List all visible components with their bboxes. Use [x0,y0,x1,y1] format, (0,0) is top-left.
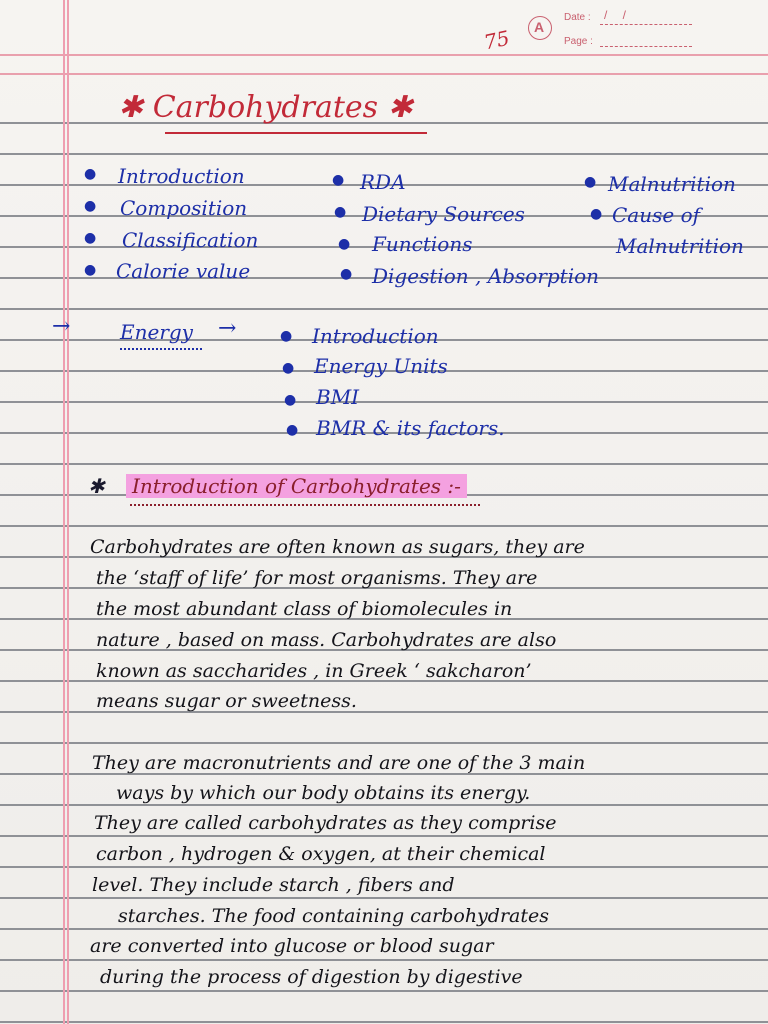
paragraph-line: ways by which our body obtains its energy. [116,782,531,804]
topic-item: Malnutrition [608,172,736,196]
topic-item: Digestion , Absorption [372,264,600,288]
star-icon: ✱ [88,474,105,498]
paragraph-line: nature , based on mass. Carbohydrates are also [96,629,557,651]
paragraph-line: the most abundant class of biomolecules in [96,598,513,620]
paragraph-line: They are called carbohydrates as they comprise [94,812,557,834]
date-label: Date : [564,12,591,23]
bullet-icon: ● [84,198,97,214]
bullet-icon: ● [280,328,293,344]
energy-item: BMR & its factors. [316,416,505,440]
bullet-icon: ● [282,360,295,376]
energy-underline [120,344,202,350]
section-heading-text: Introduction of Carbohydrates :- [126,474,467,498]
bullet-icon: ● [84,166,97,182]
topic-item: RDA [360,170,406,194]
bullet-icon: ● [338,236,351,252]
paragraph-line: Carbohydrates are often known as sugars, they are [90,536,585,558]
page-number: 75 [481,25,512,55]
paragraph-line: are converted into glucose or blood sugar [90,935,494,957]
title-text: Carbohydrates [152,90,379,125]
paragraph-line: level. They include starch , fibers and [92,874,455,896]
bullet-icon: ● [340,266,353,282]
paragraph-line: starches. The food containing carbohydrates [118,905,549,927]
bullet-icon: ● [332,172,345,188]
section-heading-underline [130,500,480,506]
topic-item: Composition [120,196,248,220]
topic-item: Classification [122,228,259,252]
paragraph-line: means sugar or sweetness. [96,690,357,712]
page-field [600,46,692,48]
paragraph-line: the ‘staff of life’ for most organisms. They are [96,567,538,589]
date-field-slashes: / / [604,8,633,22]
bullet-icon: ● [584,174,597,190]
topic-item: Malnutrition [616,234,744,258]
section-heading [126,474,467,498]
star-icon: ✱ [118,90,144,125]
bullet-icon: ● [590,206,603,222]
paragraph-line: known as saccharides , in Greek ‘ sakcharon’ [96,660,532,682]
arrow-right-icon: → [52,314,71,339]
bullet-icon: ● [284,392,297,408]
notebook-logo-icon: A [528,16,552,40]
topic-item: Introduction [118,164,245,188]
left-margin-line [63,0,65,1024]
paragraph-line: carbon , hydrogen & oxygen, at their chemical [96,843,546,865]
topic-item: Functions [372,232,473,256]
star-icon: ✱ [387,90,413,125]
date-field [600,24,692,26]
energy-item: BMI [316,385,360,409]
top-margin-rule [0,54,768,56]
energy-heading: Energy [120,320,193,344]
bullet-icon: ● [334,204,347,220]
topic-item: Cause of [612,203,701,227]
bullet-icon: ● [286,422,299,438]
left-margin-line [67,0,69,1024]
arrow-right-icon: → [218,316,237,341]
top-margin-rule [0,73,768,75]
topic-item: Dietary Sources [362,202,525,226]
energy-item: Introduction [312,324,439,348]
bullet-icon: ● [84,262,97,278]
page-label: Page : [564,36,593,47]
bullet-icon: ● [84,230,97,246]
energy-item: Energy Units [314,354,448,378]
paragraph-line: during the process of digestion by digestive [100,966,523,988]
title-underline [165,132,427,134]
page-title [118,90,413,125]
topic-item: Calorie value [116,259,251,283]
paragraph-line: They are macronutrients and are one of the 3 main [92,752,586,774]
